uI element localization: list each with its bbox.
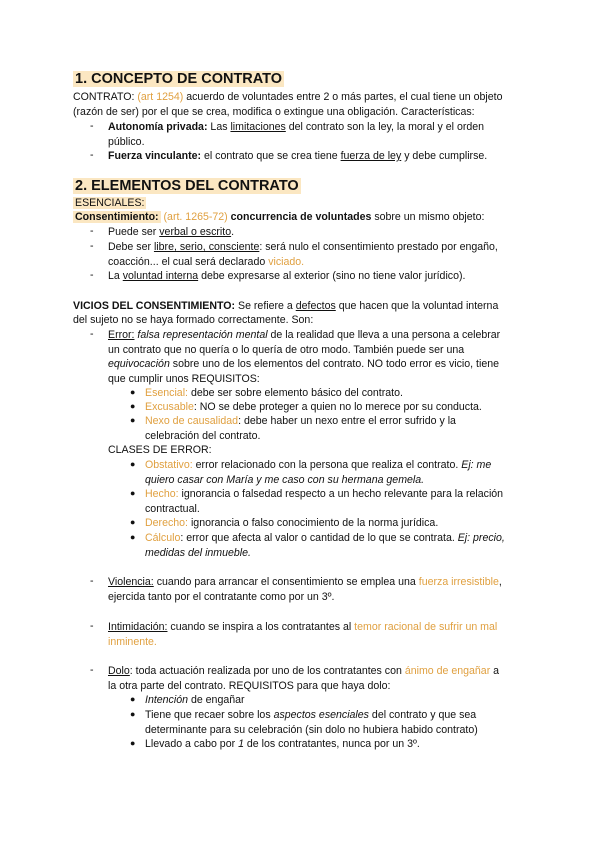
error-item: Error: falsa representación mental de la realidad que lleva a una persona a celebrar un contrato que no quería o lo quería de otro modo. También puede ser una equivocación sobre uno de los elementos del contrato. NO todo error es vicio, tiene que cumplir unos REQUISITOS:: [108, 329, 501, 385]
error-req-2: Excusable: NO se debe proteger a quien no lo merece por su conducta.: [145, 401, 482, 413]
dolo-req-1: Intención de engañar: [145, 694, 245, 706]
dot-bullet: ●: [130, 694, 136, 704]
clase-derecho: Derecho: ignorancia o falso conocimiento de la norma jurídica.: [145, 517, 439, 529]
intimidacion-item: Intimidación: cuando se inspira a los contratantes al temor racional de sufrir un mal inminente.: [108, 621, 498, 648]
dot-bullet: ●: [130, 459, 136, 469]
dolo-req-3: Llevado a cabo por 1 de los contratantes, nunca por un 3º.: [145, 738, 420, 750]
dash-bullet: -: [90, 664, 94, 676]
dash-bullet: -: [90, 240, 94, 252]
error-req-1: Esencial: debe ser sobre elemento básico del contrato.: [145, 387, 403, 399]
section-2-title: 2. ELEMENTOS DEL CONTRATO: [75, 178, 299, 194]
violencia-item: Violencia: cuando para arrancar el consentimiento se emplea una fuerza irresistible, ejercida tanto por el contratante como por un 3º.: [108, 576, 502, 603]
esenciales-label: ESENCIALES:: [75, 197, 145, 209]
dolo-item: Dolo: toda actuación realizada por uno de los contratantes con ánimo de engañar a la otra parte del contrato. REQUISITOS para que haya dolo:: [108, 665, 500, 692]
contrato-definition-line1: CONTRATO: (art 1254) acuerdo de voluntades entre 2 o más partes, el cual tiene un objeto: [73, 91, 503, 103]
contrato-definition-line2: (razón de ser) por el que se crea, modifica o extingue una obligación. Características:: [73, 105, 475, 118]
dash-bullet: -: [90, 120, 94, 132]
dot-bullet: ●: [130, 415, 136, 425]
consent-bullet-3: La voluntad interna debe expresarse al exterior (sino no tiene valor jurídico).: [108, 270, 466, 282]
vicios-line2: del sujeto no se haya formado correctamente. Son:: [73, 314, 314, 326]
clase-calculo: Cálculo: error que afecta al valor o cantidad de lo que se contrata. Ej: precio, medidas del inmueble.: [145, 532, 505, 559]
dot-bullet: ●: [130, 517, 136, 527]
dash-bullet: -: [90, 620, 94, 632]
dash-bullet: -: [90, 328, 94, 340]
dash-bullet: -: [90, 225, 94, 237]
clases-error-label: CLASES DE ERROR:: [108, 444, 212, 456]
error-req-3: Nexo de causalidad: debe haber un nexo entre el error sufrido y la celebración del contrato.: [145, 415, 456, 442]
dolo-req-2: Tiene que recaer sobre los aspectos esenciales del contrato y que sea determinante para su celebración (sin dolo no hubiera habido contrato): [145, 709, 478, 736]
dot-bullet: ●: [130, 488, 136, 498]
dot-bullet: ●: [130, 401, 136, 411]
dot-bullet: ●: [130, 738, 136, 748]
consent-bullet-2: Debe ser libre, serio, consciente: será nulo el consentimiento prestado por engaño, coacción... el cual será declarado viciado.: [108, 241, 498, 268]
consent-bullet-1: Puede ser verbal o escrito.: [108, 226, 235, 238]
section-1-title: 1. CONCEPTO DE CONTRATO: [75, 71, 283, 87]
autonomia-item: Autonomía privada: Las limitaciones del contrato son la ley, la moral y el orden público.: [108, 121, 485, 148]
fuerza-item: Fuerza vinculante: el contrato que se crea tiene fuerza de ley y debe cumplirse.: [108, 150, 488, 162]
consentimiento-line: Consentimiento: (art. 1265-72) concurrencia de voluntades sobre un mismo objeto:: [75, 211, 485, 223]
dot-bullet: ●: [130, 387, 136, 397]
dash-bullet: -: [90, 149, 94, 161]
dot-bullet: ●: [130, 709, 136, 719]
dot-bullet: ●: [130, 532, 136, 542]
dash-bullet: -: [90, 575, 94, 587]
vicios-line1: VICIOS DEL CONSENTIMIENTO: Se refiere a defectos que hacen que la voluntad interna: [73, 300, 499, 312]
dash-bullet: -: [90, 269, 94, 281]
clase-obstativo: Obstativo: error relacionado con la persona que realiza el contrato. Ej: me quiero casar con María y me caso con su hermana gemela.: [145, 459, 492, 486]
clase-hecho: Hecho: ignorancia o falsedad respecto a un hecho relevante para la relación contractual.: [145, 488, 504, 515]
